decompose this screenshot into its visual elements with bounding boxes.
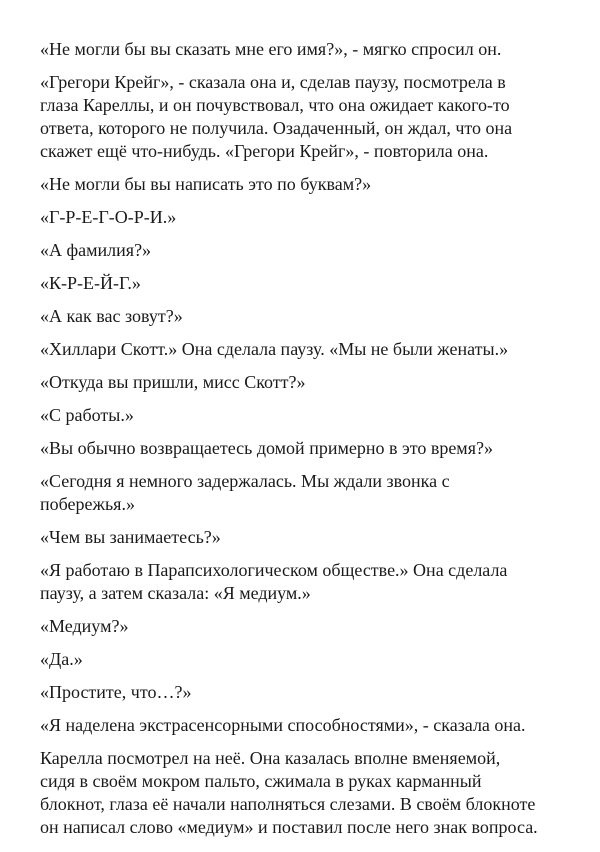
text-line: сидя в своём мокром пальто, сжимала в руках карманный [40,771,482,791]
text-line: «С работы.» [40,405,134,425]
paragraph [40,239,580,262]
paragraph [40,681,580,704]
paragraph [40,371,580,394]
paragraph [40,648,580,671]
text-line: «Откуда вы пришли, мисс Скотт?» [40,372,306,392]
paragraph [40,404,580,427]
text-line: «Простите, что…?» [40,682,192,702]
paragraph [40,559,580,605]
paragraph [40,615,580,638]
text-line: ответа, которого не получила. Озадаченный, он ждал, что она [40,118,513,138]
paragraph [40,173,580,196]
text-line: «Грегори Крейг», - сказала она и, сделав паузу, посмотрела в [40,72,506,92]
text-line: «Чем вы занимаетесь?» [40,527,221,547]
text-line: «А как вас зовут?» [40,306,183,326]
text-line: «Да.» [40,649,83,669]
text-line: «Я наделена экстрасенсорными способностями», - сказала она. [40,715,526,735]
paragraph [40,437,580,460]
text-line: скажет ещё что-нибудь. «Грегори Крейг», - повторила она. [40,141,489,161]
text-line: «Не могли бы вы сказать мне его имя?», - мягко спросил он. [40,39,502,59]
paragraph [40,38,580,61]
paragraph [40,470,580,516]
text-line: «Медиум?» [40,616,129,636]
text-line: «А фамилия?» [40,240,152,260]
text-line: побережья.» [40,494,135,514]
text-line: он написал слово «медиум» и поставил после него знак вопроса. [40,817,538,837]
paragraph [40,747,580,839]
text-line: «Вы обычно возвращаетесь домой примерно в это время?» [40,438,493,458]
text-line: глаза Кареллы, и он почувствовал, что она ожидает какого-то [40,95,510,115]
text-line: «Не могли бы вы написать это по буквам?» [40,174,372,194]
paragraph [40,71,580,163]
text-line: паузу, а затем сказала: «Я медиум.» [40,583,311,603]
text-line: блокнот, глаза её начали наполняться слезами. В своём блокноте [40,794,536,814]
text-line: «Г-Р-Е-Г-О-Р-И.» [40,207,177,227]
text-line: «Я работаю в Парапсихологическом обществе.» Она сделала [40,560,508,580]
paragraph [40,272,580,295]
paragraph [40,526,580,549]
document-page [40,38,580,849]
text-line: «К-Р-Е-Й-Г.» [40,273,141,293]
text-line: «Сегодня я немного задержалась. Мы ждали звонка с [40,471,450,491]
text-line: Карелла посмотрел на неё. Она казалась вполне вменяемой, [40,748,501,768]
text-line: «Хиллари Скотт.» Она сделала паузу. «Мы не были женаты.» [40,339,509,359]
paragraph [40,338,580,361]
paragraph [40,305,580,328]
paragraph [40,206,580,229]
paragraph [40,714,580,737]
